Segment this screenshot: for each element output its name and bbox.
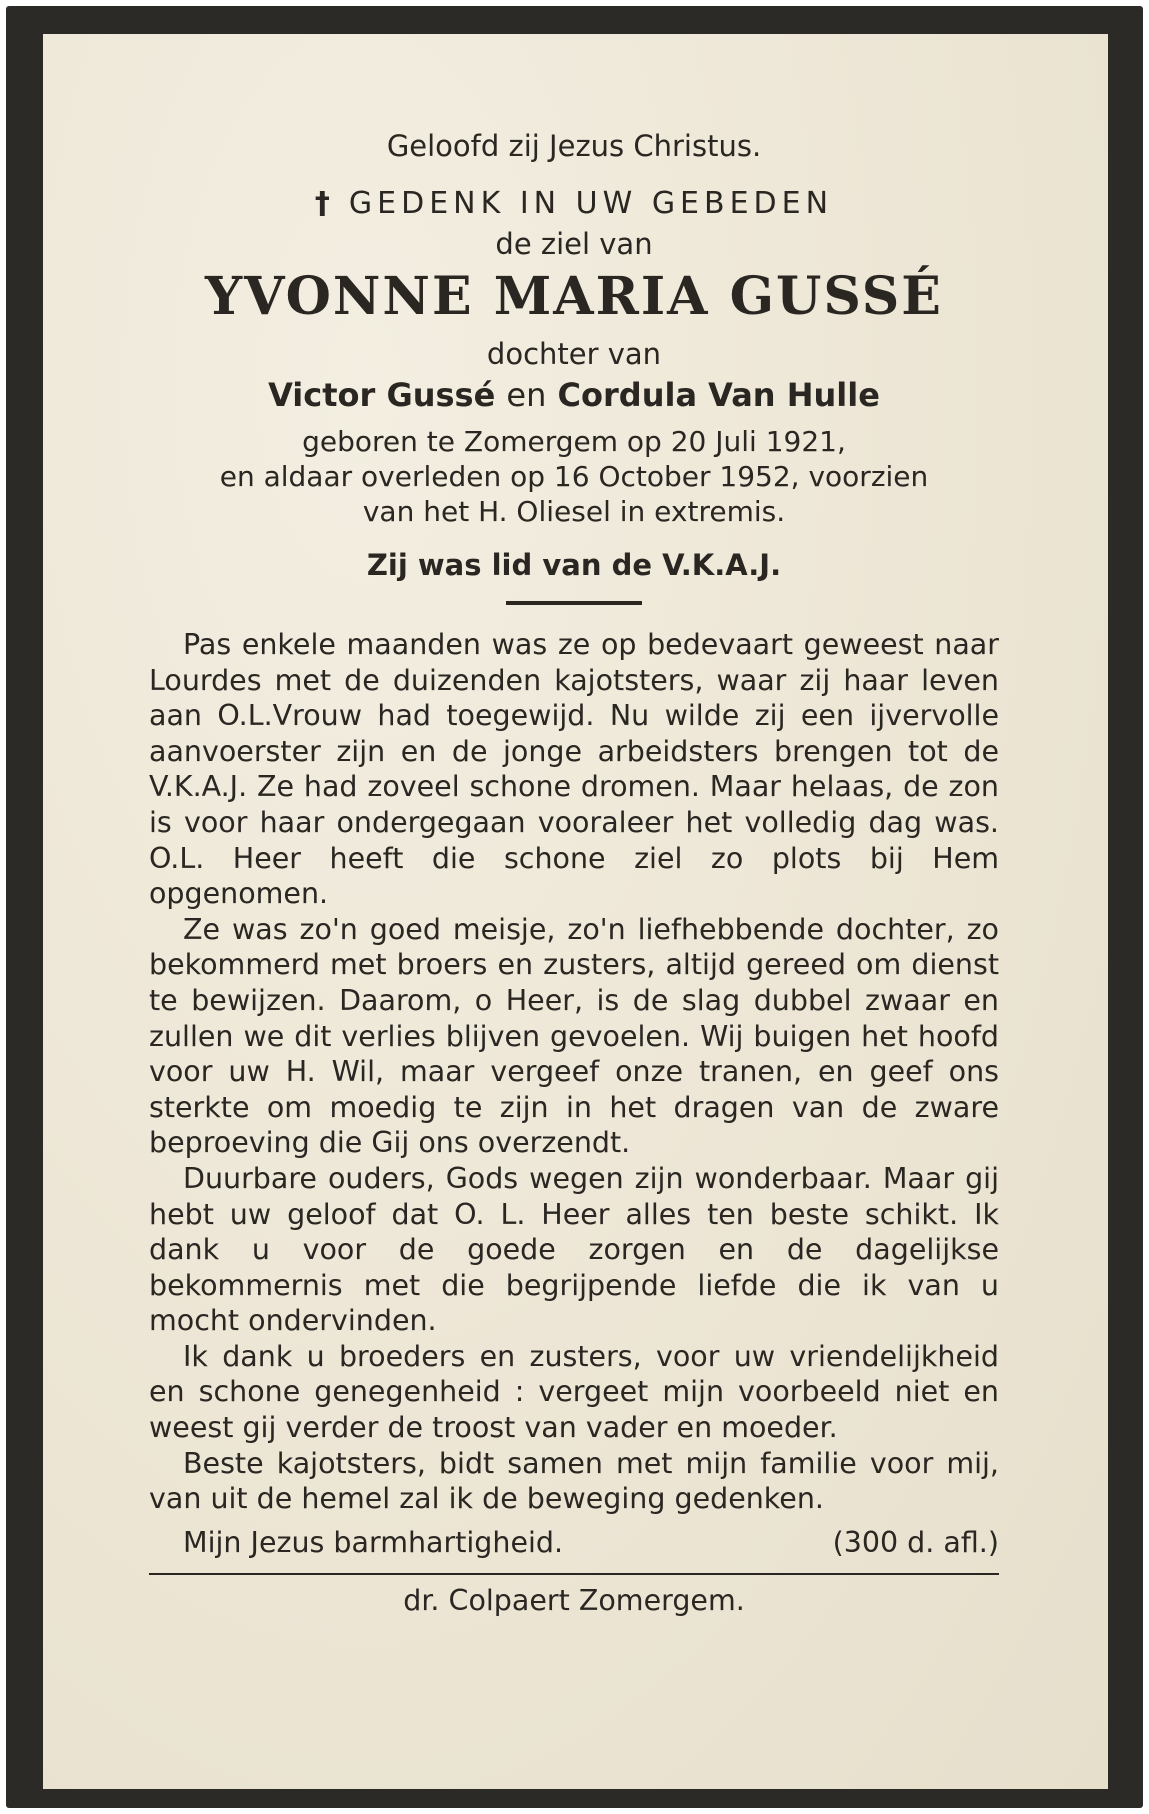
short-divider [506,601,642,605]
parents-line [149,372,999,418]
ziel-line: de ziel van [495,227,653,261]
birth-line-2: en aldaar overleden op 16 October 1952, voorzien [219,460,929,493]
birth-line-3: van het H. Oliesel in extremis. [362,495,786,528]
parents-conjunction: en [506,376,547,414]
membership-line: Zij was lid van de V.K.A.J. [366,548,782,582]
greeting: Geloofd zij Jezus Christus. [386,129,762,163]
gedenk-text: GEDENK IN UW GEBEDEN [348,186,834,221]
paragraph-4: Ik dank u broeders en zusters, voor uw vriendelijkheid en schone genegenheid : vergeet mijn voorbeeld niet en weest gij verder de troost van vader en moeder. [149,1339,999,1445]
closing-line [149,1525,999,1561]
printer-credit: dr. Colpaert Zomergem. [403,1583,745,1617]
dochter-line: dochter van [486,337,662,371]
prayer-text: Mijn Jezus barmhartigheid. [183,1525,564,1559]
father-name: Victor Gussé [268,376,496,414]
indulgence-text: (300 d. afl.) [832,1525,999,1559]
paragraph-3: Duurbare ouders, Gods wegen zijn wonderbaar. Maar gij hebt uw geloof dat O. L. Heer alles ten beste schikt. Ik dank u voor de goede zorgen en de dagelijkse bekommernis met die begrijpende liefde die ik van u mocht ondervinden. [149,1161,999,1338]
paragraph-5: Beste kajotsters, bidt samen met mijn familie voor mij, van uit de hemel zal ik de beweging gedenken. [149,1446,999,1516]
paragraph-2: Ze was zo'n goed meisje, zo'n liefhebbende dochter, zo bekommerd met broers en zusters, altijd gereed om dienst te bewijzen. Daarom, o Heer, is de slag dubbel zwaar en zullen we dit verlies blijven gevoelen. Wij buigen het hoofd voor uw H. Wil, maar vergeef onze tranen, en geef ons sterkte om moedig te zijn in het dragen van de zware beproeving die Gij ons overzendt. [149,912,999,1160]
gedenk-heading [149,182,999,226]
memorial-card [6,6,1143,1808]
paragraph-1: Pas enkele maanden was ze op bedevaart geweest naar Lourdes met de duizenden kajotsters, waar zij haar leven aan O.L.Vrouw had toegewijd. Nu wilde zij een ijvervolle aanvoerster zijn en de jonge arbeidsters brengen tot de V.K.A.J. Ze had zoveel schone dromen. Maar helaas, de zon is voor haar ondergegaan vooraleer het volledig dag was. O.L. Heer heeft die schone ziel zo plots bij Hem opgenomen. [149,628,999,911]
cross-icon: † [314,186,335,221]
long-divider [149,1573,999,1575]
card-paper [43,34,1108,1789]
birth-line-1: geboren te Zomergem op 20 Juli 1921, [302,425,846,458]
deceased-name: YVONNE MARIA GUSSÉ [205,266,943,327]
card-content [149,94,999,1619]
mother-name: Cordula Van Hulle [557,376,880,414]
birth-death-block [149,424,999,529]
